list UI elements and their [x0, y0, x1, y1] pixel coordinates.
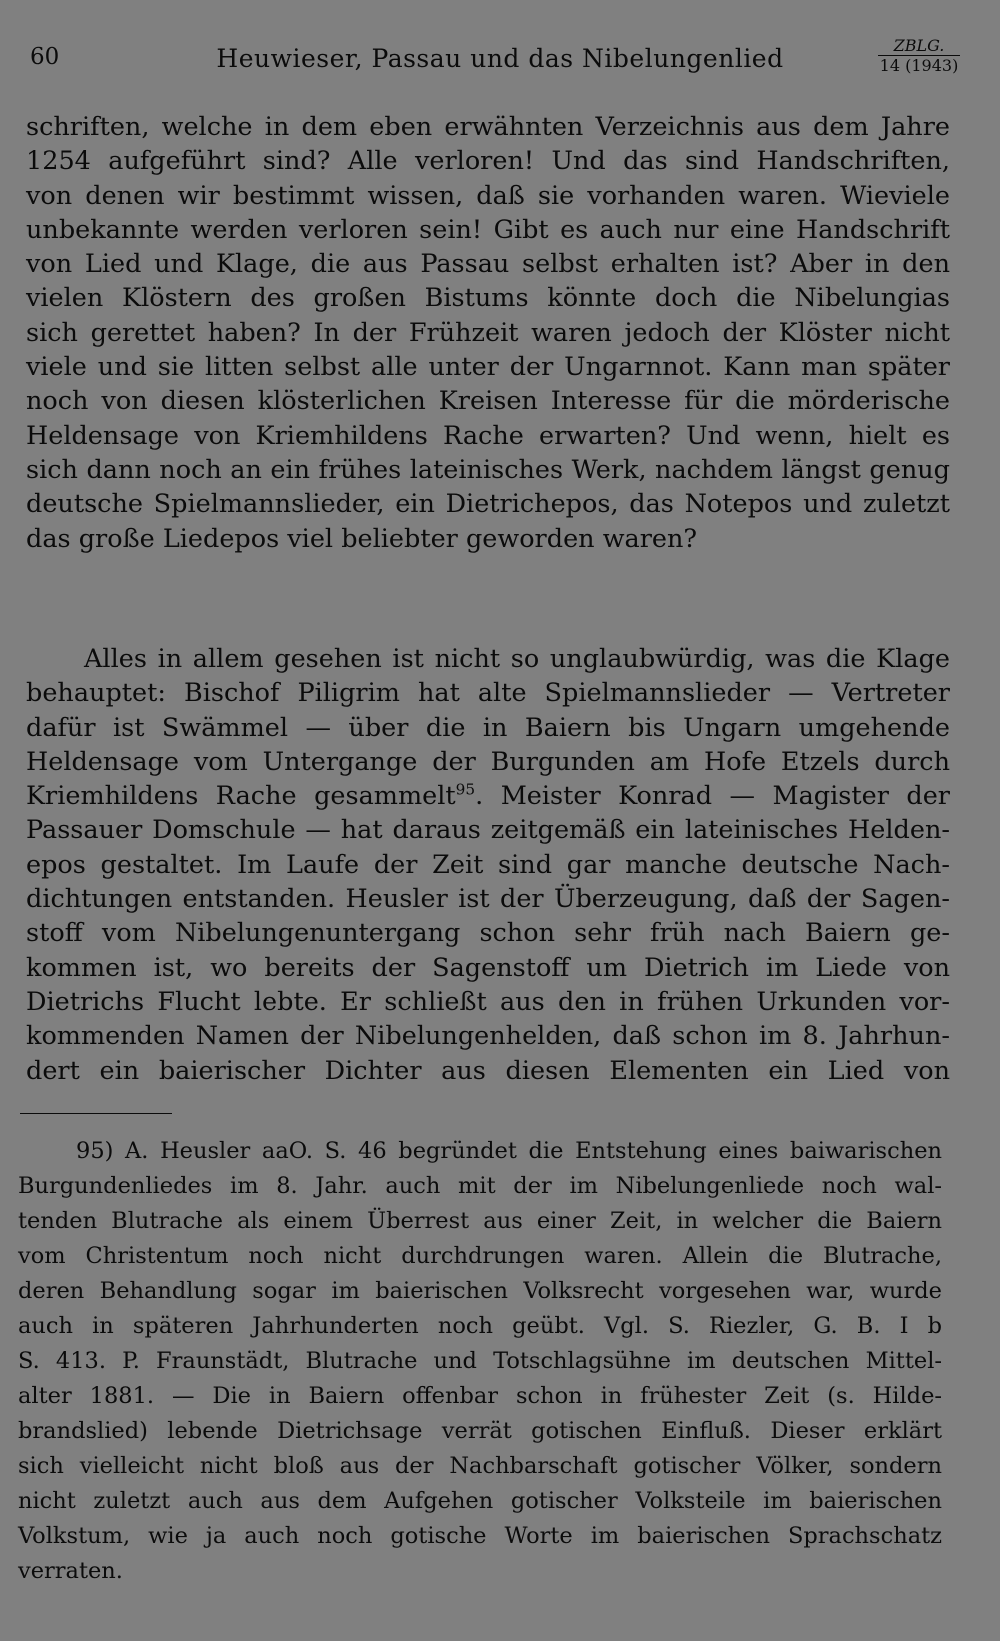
- text-line: sich dann noch an ein frühes lateinisches Werk, nachdem längst genug: [26, 454, 950, 485]
- text-line: Heldensage vom Untergange der Burgunden am Hofe Etzels durch: [26, 746, 950, 777]
- text-line: stoff vom Nibelungenuntergang schon sehr früh nach Baiern ge-: [26, 918, 950, 949]
- text-line: dichtungen entstanden. Heusler ist der Überzeugung, daß der Sagen-: [26, 884, 950, 915]
- footnote-line: auch in späteren Jahrhunderten noch geübt. Vgl. S. Riezler, G. B. I b: [18, 1313, 942, 1339]
- text-line: viele und sie litten selbst alle unter der Ungarnnot. Kann man später: [26, 352, 950, 383]
- footnote-line: tenden Blutrache als einem Überrest aus einer Zeit, in welcher die Baiern: [18, 1208, 942, 1234]
- footnote-line: Burgundenliedes im 8. Jahr. auch mit der im Nibelungenliede noch wal-: [18, 1173, 942, 1199]
- text-line: sich gerettet haben? In der Frühzeit waren jedoch der Klöster nicht: [26, 317, 950, 348]
- text-line: Alles in allem gesehen ist nicht so unglaubwürdig, was die Klage: [84, 644, 950, 674]
- footnote-line: vom Christentum noch nicht durchdrungen waren. Allein die Blutrache,: [18, 1243, 942, 1269]
- footnote-line: deren Behandlung sogar im baierischen Volksrecht vorgesehen war, wurde: [18, 1278, 942, 1304]
- text-line: 1254 aufgeführt sind? Alle verloren! Und das sind Handschriften,: [26, 146, 950, 177]
- text-line: behauptet: Bischof Piligrim hat alte Spielmannslieder — Vertreter: [26, 678, 950, 709]
- text-line: deutsche Spielmannslieder, ein Dietrichepos, das Notepos und zuletzt: [26, 489, 950, 520]
- page-number: 60: [30, 44, 60, 70]
- paragraph-1: [26, 110, 950, 556]
- text-line: von Lied und Klage, die aus Passau selbst erhalten ist? Aber in den: [26, 249, 950, 280]
- text-segment: A. Heusler aaO. S. 46 begründet die Entstehung eines baiwarischen: [113, 1138, 942, 1164]
- footnote-line: verraten.: [18, 1558, 123, 1584]
- footnote-divider: [20, 1113, 172, 1114]
- footnote-line: S. 413. P. Fraunstädt, Blutrache und Totschlagsühne im deutschen Mittel-: [18, 1348, 942, 1374]
- text-line: schriften, welche in dem eben erwähnten Verzeichnis aus dem Jahre: [26, 112, 950, 142]
- journal-reference: [878, 38, 960, 75]
- footnote-reference[interactable]: 95: [455, 780, 476, 799]
- text-line: noch von diesen klösterlichen Kreisen Interesse für die mörderische: [26, 386, 950, 417]
- text-line: das große Liedepos viel beliebter geworden waren?: [26, 523, 698, 554]
- text-line: unbekannte werden verloren sein! Gibt es auch nur eine Handschrift: [26, 214, 950, 245]
- text-line: vielen Klöstern des großen Bistums könnte doch die Nibelungias: [26, 283, 950, 314]
- text-line: dert ein baierischer Dichter aus diesen Elementen ein Lied von: [26, 1055, 950, 1086]
- footnote-line: sich vielleicht nicht bloß aus der Nachbarschaft gotischer Völker, sondern: [18, 1453, 942, 1479]
- text-line: kommen ist, wo bereits der Sagenstoff um Dietrich im Liede von: [26, 952, 950, 983]
- paragraph-2: [26, 642, 950, 1088]
- text-segment: Kriemhildens Rache gesammelt: [26, 781, 456, 812]
- text-segment: . Meister Konrad — Magister der: [475, 781, 950, 812]
- text-line: Passauer Domschule — hat daraus zeitgemäß ein lateinisches Helden-: [26, 815, 950, 846]
- footnote-first-line: [18, 1134, 942, 1169]
- text-line: epos gestaltet. Im Laufe der Zeit sind gar manche deutsche Nach-: [26, 849, 950, 880]
- text-line: Heldensage von Kriemhildens Rache erwarten? Und wenn, hielt es: [26, 420, 950, 451]
- footnote-95: [18, 1134, 942, 1589]
- text-line-with-note: [26, 779, 950, 813]
- footnote-line: nicht zuletzt auch aus dem Aufgehen gotischer Volksteile im baierischen: [18, 1488, 942, 1514]
- footnote-line: brandslied) lebende Dietrichsage verrät gotischen Einfluß. Dieser erklärt: [18, 1418, 942, 1444]
- running-title: Heuwieser, Passau und das Nibelungenlied: [216, 44, 784, 73]
- journal-volume: 14 (1943): [879, 55, 959, 75]
- text-line: kommenden Namen der Nibelungenhelden, daß schon im 8. Jahrhun-: [26, 1021, 950, 1052]
- journal-abbreviation: ZBLG.: [893, 36, 945, 55]
- page-header: [0, 38, 1000, 88]
- footnote-line: Volkstum, wie ja auch noch gotische Worte im baierischen Sprachschatz: [18, 1523, 942, 1549]
- footnote-marker: 95): [76, 1138, 114, 1164]
- text-line: dafür ist Swämmel — über die in Baiern bis Ungarn umgehende: [26, 712, 950, 743]
- text-line: von denen wir bestimmt wissen, daß sie vorhanden waren. Wieviele: [26, 180, 950, 211]
- text-line: Dietrichs Flucht lebte. Er schließt aus den in frühen Urkunden vor-: [26, 986, 950, 1017]
- footnote-line: alter 1881. — Die in Baiern offenbar schon in frühester Zeit (s. Hilde-: [18, 1383, 942, 1409]
